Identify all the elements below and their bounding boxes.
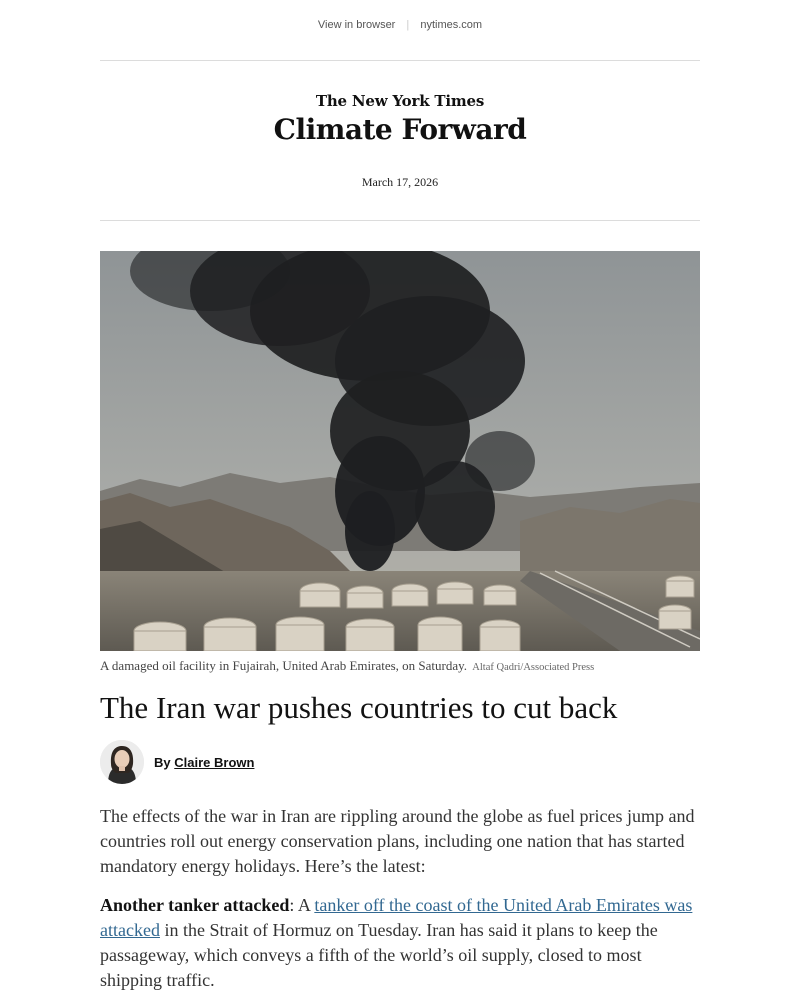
photo-credit: Altaf Qadri/Associated Press	[472, 662, 595, 673]
tanker-attack-link[interactable]: tanker off the coast of the United Arab Emirates was attacked	[100, 895, 693, 940]
view-in-browser-link[interactable]: View in browser	[317, 19, 396, 31]
item-body: in the Strait of Hormuz on Tuesday. Iran has said it plans to keep the passageway, which conveys a fifth of the world’s oil supply, closed to most shipping traffic.	[100, 920, 658, 990]
item-colon: : A	[289, 895, 315, 915]
masthead-divider	[100, 220, 700, 221]
newsletter-title[interactable]: Climate Forward	[273, 113, 527, 146]
author-portrait	[100, 740, 144, 784]
byline-text	[154, 755, 254, 770]
nyt-logo[interactable]: The New York Times	[315, 92, 485, 110]
author-avatar	[100, 740, 144, 784]
author-link[interactable]: Claire Brown	[174, 754, 255, 770]
byline	[100, 740, 254, 784]
hero-photo-illustration	[100, 251, 700, 651]
item-heading: Another tanker attacked	[100, 895, 290, 915]
link-separator: |	[406, 19, 410, 31]
top-divider	[100, 60, 700, 61]
top-links	[0, 17, 800, 33]
news-item-paragraph	[100, 893, 700, 993]
byline-prefix: By	[154, 754, 171, 770]
article-headline[interactable]: The Iran war pushes countries to cut back	[100, 690, 618, 725]
nytimes-link[interactable]: nytimes.com	[420, 19, 483, 31]
intro-paragraph: The effects of the war in Iran are rippling around the globe as fuel prices jump and countries roll out energy conservation plans, including one nation that has started mandatory energy holidays. Here’s the latest:	[100, 806, 695, 876]
issue-date: March 17, 2026	[361, 175, 439, 189]
hero-image[interactable]	[100, 251, 700, 651]
hero-caption	[100, 657, 710, 677]
masthead	[100, 92, 700, 147]
caption-text: A damaged oil facility in Fujairah, United Arab Emirates, on Saturday.	[100, 658, 468, 673]
